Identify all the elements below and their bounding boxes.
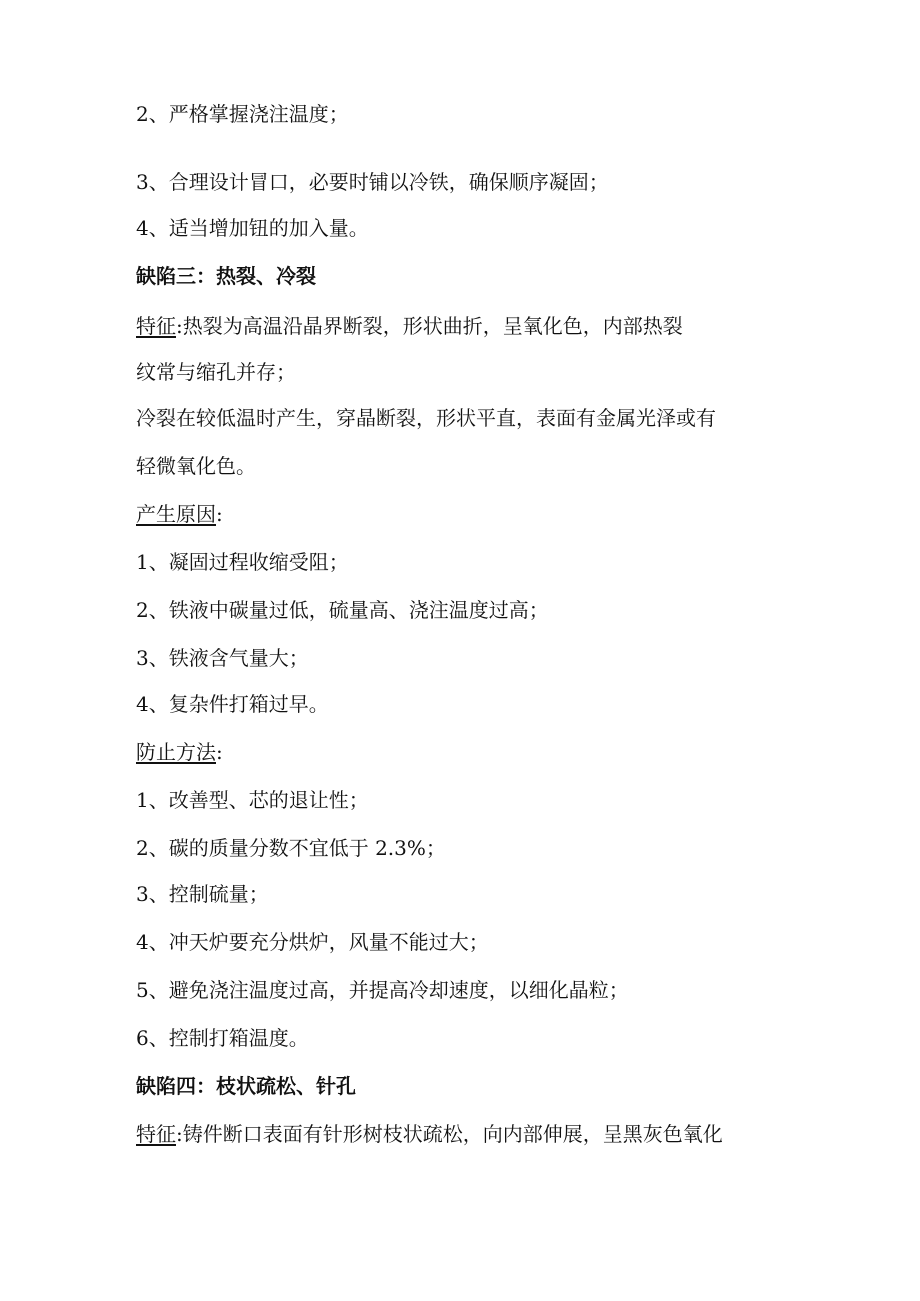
list-item: 2、严格掌握浇注温度； [136,102,349,126]
list-item: 4、冲天炉要充分烘炉，风量不能过大； [136,930,489,954]
paragraph-line [136,312,683,340]
list-item: 2、铁液中碳量过低，硫量高、浇注温度过高； [136,598,549,622]
list-item: 4、复杂件打箱过早。 [136,692,329,716]
colon: : [216,740,223,764]
list-item: 4、适当增加钮的加入量。 [136,216,369,240]
colon: : [216,502,223,526]
paragraph-line [136,738,223,766]
list-item: 2、碳的质量分数不宜低于 2.3%； [136,836,446,860]
prevention-label: 防止方法 [136,740,216,764]
paragraph-line: 轻微氧化色。 [136,454,256,478]
feature-text: :铸件断口表面有针形树枝状疏松，向内部伸展，呈黑灰色氧化 [176,1122,723,1146]
paragraph-line [136,1120,723,1148]
paragraph-line: 纹常与缩孔并存； [136,360,296,384]
feature-label: 特征 [136,314,176,338]
list-item: 5、避免浇注温度过高，并提高冷却速度，以细化晶粒； [136,978,629,1002]
feature-label: 特征 [136,1122,176,1146]
cause-label: 产生原因 [136,502,216,526]
list-item: 3、合理设计冒口，必要时铺以冷铁，确保顺序凝固； [136,170,609,194]
list-item: 1、凝固过程收缩受阻； [136,550,349,574]
paragraph-line [136,500,223,528]
paragraph-line: 冷裂在较低温时产生，穿晶断裂，形状平直，表面有金属光泽或有 [136,406,716,430]
section-heading: 缺陷四：枝状疏松、针孔 [136,1074,356,1098]
section-heading: 缺陷三：热裂、冷裂 [136,264,316,288]
list-item: 3、控制硫量； [136,882,269,906]
list-item: 3、铁液含气量大； [136,646,309,670]
list-item: 6、控制打箱温度。 [136,1026,309,1050]
feature-text: :热裂为高温沿晶界断裂，形状曲折，呈氧化色，内部热裂 [176,314,683,338]
list-item: 1、改善型、芯的退让性； [136,788,369,812]
